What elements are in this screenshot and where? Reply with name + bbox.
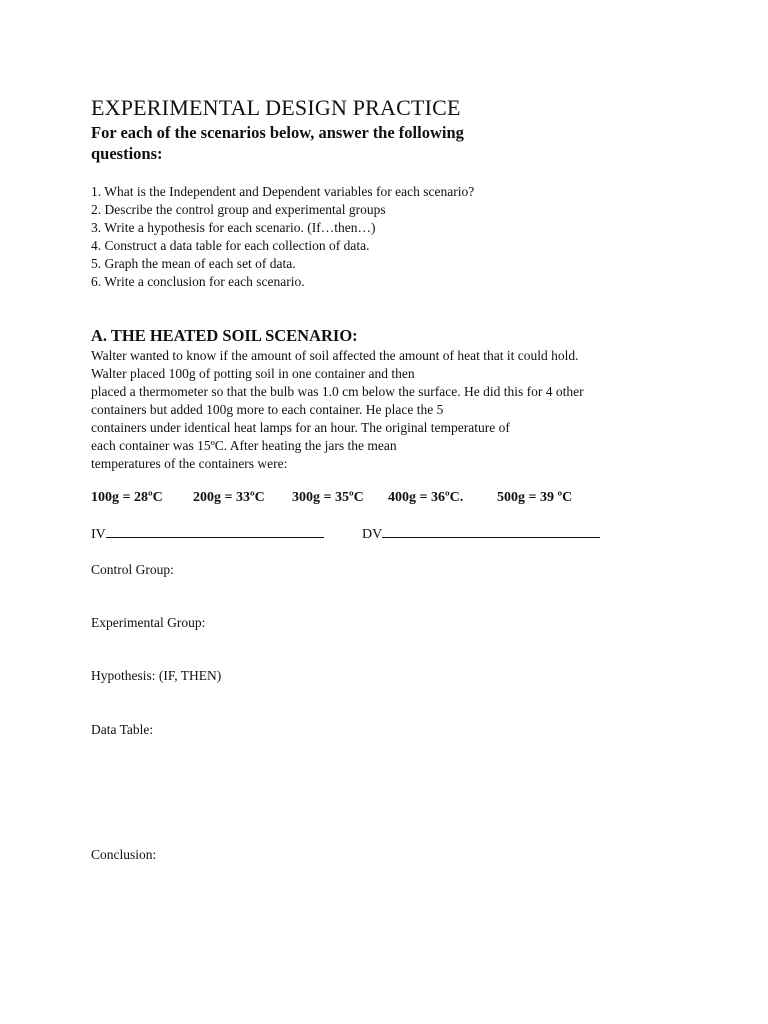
dv-label: DV	[362, 527, 383, 542]
iv-field[interactable]	[91, 525, 324, 543]
dv-blank-line[interactable]	[382, 525, 600, 538]
page-title: EXPERIMENTAL DESIGN PRACTICE	[91, 95, 461, 120]
question-item: 3. Write a hypothesis for each scenario. (If…then…)	[91, 220, 376, 235]
question-item: 2. Describe the control group and experimental groups	[91, 202, 386, 217]
scenario-line: containers but added 100g more to each container. He place the 5	[91, 402, 444, 417]
scenario-heading: A. THE HEATED SOIL SCENARIO:	[91, 326, 358, 345]
instructions-subtitle: For each of the scenarios below, answer the following questions:	[91, 123, 464, 163]
iv-blank-line[interactable]	[106, 525, 324, 538]
result-value: 200g = 33ºC	[193, 490, 265, 505]
scenario-line: containers under identical heat lamps for an hour. The original temperature of	[91, 420, 510, 435]
result-value: 300g = 35ºC	[292, 490, 364, 505]
scenario-line: each container was 15ºC. After heating the jars the mean	[91, 438, 397, 453]
conclusion-prompt: Conclusion:	[91, 847, 157, 862]
question-list	[91, 183, 474, 291]
question-item: 6. Write a conclusion for each scenario.	[91, 274, 305, 289]
question-item: 4. Construct a data table for each collection of data.	[91, 238, 370, 253]
control-group-prompt: Control Group:	[91, 562, 174, 577]
dv-field[interactable]	[362, 525, 600, 543]
experimental-group-prompt: Experimental Group:	[91, 615, 206, 630]
scenario-line: temperatures of the containers were:	[91, 456, 288, 471]
result-value: 400g = 36ºC.	[388, 490, 464, 505]
question-item: 1. What is the Independent and Dependent variables for each scenario?	[91, 184, 475, 199]
hypothesis-prompt: Hypothesis: (IF, THEN)	[91, 668, 222, 683]
scenario-line: Walter wanted to know if the amount of soil affected the amount of heat that it could hold.	[91, 348, 579, 363]
result-value: 100g = 28ºC	[91, 490, 163, 505]
data-table-prompt: Data Table:	[91, 722, 154, 737]
question-item: 5. Graph the mean of each set of data.	[91, 256, 296, 271]
scenario-text	[91, 347, 584, 473]
result-value: 500g = 39 ºC	[497, 490, 573, 505]
scenario-line: placed a thermometer so that the bulb was 1.0 cm below the surface. He did this for 4 other	[91, 384, 584, 399]
scenario-line: Walter placed 100g of potting soil in one container and then	[91, 366, 415, 381]
iv-label: IV	[91, 527, 106, 542]
